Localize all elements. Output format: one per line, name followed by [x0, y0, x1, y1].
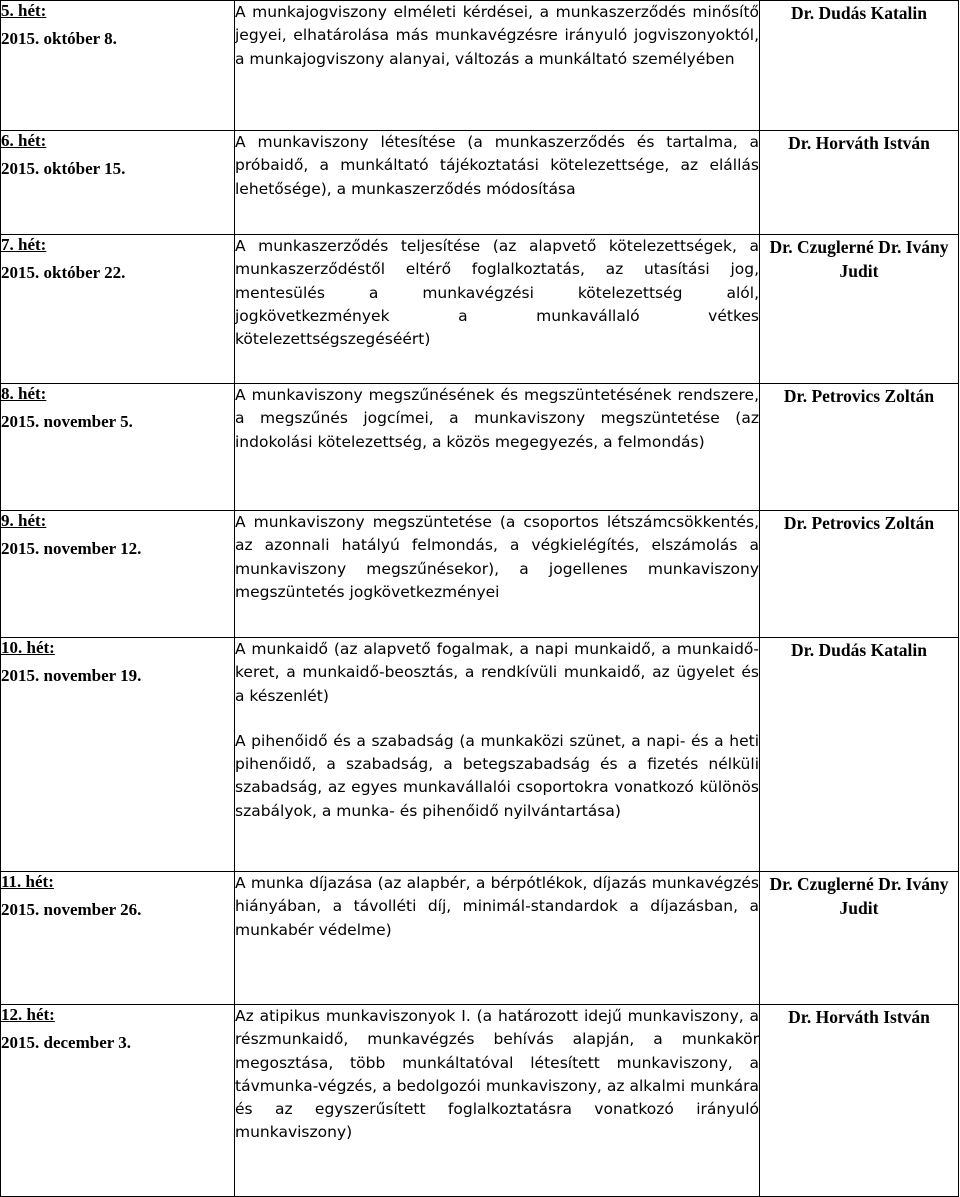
schedule-row: [1, 1005, 959, 1197]
week-date: 2015. december 3.: [1, 1033, 131, 1052]
lecturer-name: Dr. Czuglerné Dr. Ivány Judit: [760, 235, 959, 384]
week-cell: [1, 872, 235, 1005]
topic-cell: [235, 235, 760, 384]
week-cell: [1, 131, 235, 235]
topic-text: A munkajogviszony elméleti kérdései, a munkaszerződés minősítő jegyei, elhatárolása más munkavégzésre irányuló jogviszonyoktól, a munkajogviszony alanyai, változás a munkáltató személyében: [235, 3, 759, 68]
week-label: 12. hét:: [1, 1005, 55, 1024]
week-label: 9. hét:: [1, 511, 47, 530]
week-cell: [1, 511, 235, 638]
week-date: 2015. november 19.: [1, 666, 142, 685]
topic-cell: [235, 384, 760, 511]
week-date: 2015. október 15.: [1, 159, 126, 178]
topic-cell: [235, 131, 760, 235]
week-date: 2015. november 5.: [1, 412, 133, 431]
schedule-row: [1, 131, 959, 235]
week-cell: [1, 384, 235, 511]
lecturer-name: Dr. Dudás Katalin: [760, 1, 959, 131]
week-label: 8. hét:: [1, 384, 47, 403]
week-date: 2015. november 12.: [1, 539, 142, 558]
week-date: 2015. november 26.: [1, 900, 142, 919]
schedule-row: [1, 384, 959, 511]
schedule-row: [1, 235, 959, 384]
schedule-row: [1, 872, 959, 1005]
week-label: 10. hét:: [1, 638, 55, 657]
week-cell: [1, 235, 235, 384]
schedule-row: [1, 511, 959, 638]
lecturer-name: Dr. Dudás Katalin: [760, 638, 959, 872]
topic-text: A munkaviszony megszüntetése (a csoportos létszámcsökkentés, az azonnali hatályú felmondás, a végkielégítés, elszámolás a munkaviszony megszűnésekor), a jogellenes munkaviszony megszüntetés jogkövetkezményei: [235, 513, 759, 601]
week-cell: [1, 638, 235, 872]
lecturer-name: Dr. Petrovics Zoltán: [760, 511, 959, 638]
week-cell: [1, 1, 235, 131]
week-date: 2015. október 22.: [1, 263, 126, 282]
schedule-row: [1, 1, 959, 131]
lecturer-name: Dr. Czuglerné Dr. Ivány Judit: [760, 872, 959, 1005]
topic-cell: [235, 872, 760, 1005]
lecturer-name: Dr. Petrovics Zoltán: [760, 384, 959, 511]
topic-cell: [235, 638, 760, 872]
week-label: 5. hét:: [1, 1, 47, 20]
schedule-row: [1, 638, 959, 872]
topic-cell: [235, 1, 760, 131]
lecturer-name: Dr. Horváth István: [760, 131, 959, 235]
topic-text: Az atipikus munkaviszonyok I. (a határozott idejű munkaviszony, a részmunkaidő, munkavégzés behívás alapján, a munkakör megosztása, több munkáltatóval létesített munkaviszony, a távmunka-végzés, a bedolgozói munkaviszony, az alkalmi munkára és az egyszerűsített foglalkoztatásra vonatkozó irányuló munkaviszony): [235, 1007, 759, 1142]
topic-text: A munkaviszony megszűnésének és megszüntetésének rendszere, a megszűnés jogcímei, a munkaviszony megszüntetése (az indokolási kötelezettség, a közös megegyezés, a felmondás): [235, 386, 759, 451]
topic-cell: [235, 511, 760, 638]
week-label: 6. hét:: [1, 131, 47, 150]
week-date: 2015. október 8.: [1, 29, 117, 48]
week-label: 7. hét:: [1, 235, 47, 254]
topic-text: A munkaviszony létesítése (a munkaszerződés és tartalma, a próbaidő, a munkáltató tájékoztatási kötelezettsége, az elállás lehetősége), a munkaszerződés módosítása: [235, 133, 759, 198]
week-cell: [1, 1005, 235, 1197]
topic-text: A pihenőidő és a szabadság (a munkaközi szünet, a napi- és a heti pihenőidő, a szabadság, a betegszabadság és a fizetés nélküli szabadság, az egyes munkavállalói csoportokra vonatkozó különös szabályok, a munka- és pihenőidő nyilvántartása): [235, 731, 759, 820]
topic-text: A munkaszerződés teljesítése (az alapvető kötelezettségek, a munkaszerződéstől eltérő foglalkoztatás, az utasítási jog, mentesülés a munkavégzési kötelezettség alól, jogkövetkezmények a munkavállaló vétkes kötelezettségszegéséért): [235, 237, 759, 349]
week-label: 11. hét:: [1, 872, 54, 891]
topic-text: A munka díjazása (az alapbér, a bérpótlékok, díjazás munkavégzés hiányában, a távolléti díj, minimál-standardok a díjazásban, a munkabér védelme): [235, 874, 759, 939]
topic-text: A munkaidő (az alapvető fogalmak, a napi munkaidő, a munkaidő-keret, a munkaidő-beosztás, a rendkívüli munkaidő, az ügyelet és a készenlét): [235, 640, 759, 705]
lecturer-name: Dr. Horváth István: [760, 1005, 959, 1197]
topic-cell: [235, 1005, 760, 1197]
